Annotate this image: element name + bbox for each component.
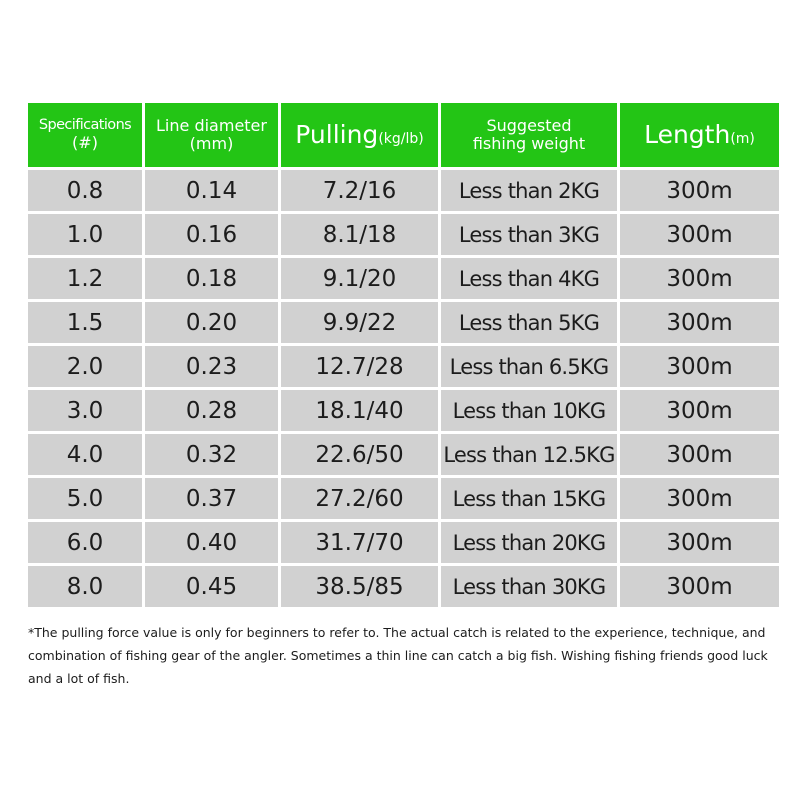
table-row: [28, 390, 779, 431]
cell-weight: Less than 10KG: [441, 390, 617, 431]
cell-weight: Less than 5KG: [441, 302, 617, 343]
table-row: [28, 214, 779, 255]
cell-weight: Less than 2KG: [441, 170, 617, 211]
cell-diameter: 0.28: [145, 390, 278, 431]
cell-spec: 1.0: [28, 214, 142, 255]
cell-pulling: 31.7/70: [281, 522, 438, 563]
cell-spec: 6.0: [28, 522, 142, 563]
cell-weight: Less than 15KG: [441, 478, 617, 519]
fishing-line-spec-table: [25, 100, 782, 610]
cell-diameter: 0.32: [145, 434, 278, 475]
header-length-label: Length: [644, 119, 731, 149]
header-specifications: [28, 103, 142, 167]
cell-spec: 0.8: [28, 170, 142, 211]
header-suggested-weight-line1: Suggested: [486, 115, 572, 135]
cell-length: 300m: [620, 302, 779, 343]
cell-length: 300m: [620, 478, 779, 519]
table-row: [28, 258, 779, 299]
table-row: [28, 346, 779, 387]
header-pulling-unit: (kg/lb): [378, 130, 424, 147]
cell-length: 300m: [620, 434, 779, 475]
cell-spec: 2.0: [28, 346, 142, 387]
cell-length: 300m: [620, 522, 779, 563]
cell-pulling: 12.7/28: [281, 346, 438, 387]
table-header-row: [28, 103, 779, 167]
cell-length: 300m: [620, 566, 779, 607]
cell-length: 300m: [620, 170, 779, 211]
cell-weight: Less than 4KG: [441, 258, 617, 299]
cell-diameter: 0.16: [145, 214, 278, 255]
cell-spec: 8.0: [28, 566, 142, 607]
table-row: [28, 170, 779, 211]
header-line-diameter: [145, 103, 278, 167]
cell-spec: 5.0: [28, 478, 142, 519]
header-line-diameter-unit: (mm): [189, 134, 234, 153]
cell-pulling: 8.1/18: [281, 214, 438, 255]
cell-pulling: 7.2/16: [281, 170, 438, 211]
footnote-disclaimer: *The pulling force value is only for beginners to refer to. The actual catch is related to the experience, technique, and combination of fishing gear of the angler. Sometimes a thin line can catch a big fish. Wishing fishing friends good luck and a lot of fish.: [28, 625, 768, 686]
cell-length: 300m: [620, 390, 779, 431]
cell-weight: Less than 12.5KG: [441, 434, 617, 475]
header-length-unit: (m): [730, 130, 755, 147]
cell-length: 300m: [620, 214, 779, 255]
cell-weight: Less than 30KG: [441, 566, 617, 607]
cell-diameter: 0.23: [145, 346, 278, 387]
cell-pulling: 38.5/85: [281, 566, 438, 607]
header-line-diameter-label: Line diameter: [156, 115, 267, 135]
cell-diameter: 0.18: [145, 258, 278, 299]
cell-pulling: 22.6/50: [281, 434, 438, 475]
cell-diameter: 0.37: [145, 478, 278, 519]
cell-spec: 3.0: [28, 390, 142, 431]
header-pulling-label: Pulling: [295, 119, 379, 149]
header-suggested-weight: [441, 103, 617, 167]
cell-pulling: 9.9/22: [281, 302, 438, 343]
cell-diameter: 0.14: [145, 170, 278, 211]
cell-spec: 1.5: [28, 302, 142, 343]
cell-diameter: 0.45: [145, 566, 278, 607]
cell-weight: Less than 20KG: [441, 522, 617, 563]
cell-weight: Less than 6.5KG: [441, 346, 617, 387]
cell-weight: Less than 3KG: [441, 214, 617, 255]
cell-diameter: 0.20: [145, 302, 278, 343]
cell-spec: 1.2: [28, 258, 142, 299]
table-row: [28, 434, 779, 475]
cell-pulling: 9.1/20: [281, 258, 438, 299]
table-row: [28, 302, 779, 343]
cell-pulling: 18.1/40: [281, 390, 438, 431]
header-length: [620, 103, 779, 167]
cell-spec: 4.0: [28, 434, 142, 475]
header-pulling: [281, 103, 438, 167]
header-specifications-unit: (#): [72, 133, 98, 153]
cell-length: 300m: [620, 346, 779, 387]
table-row: [28, 566, 779, 607]
cell-diameter: 0.40: [145, 522, 278, 563]
header-specifications-label: Specifications: [38, 117, 132, 134]
table-row: [28, 478, 779, 519]
cell-pulling: 27.2/60: [281, 478, 438, 519]
table-row: [28, 522, 779, 563]
header-suggested-weight-line2: fishing weight: [472, 134, 586, 153]
cell-length: 300m: [620, 258, 779, 299]
